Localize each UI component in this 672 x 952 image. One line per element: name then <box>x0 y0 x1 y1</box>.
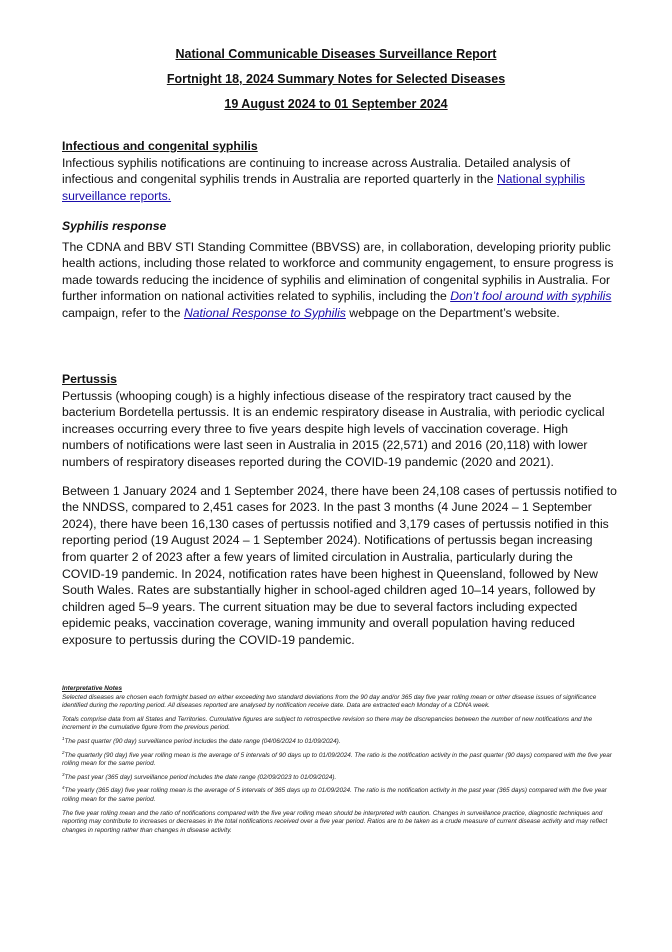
note-1-text: The past quarter (90 day) surveillance period includes the date range (04/06/2024 to 01/09/2024). <box>64 737 341 745</box>
report-title: National Communicable Diseases Surveillance Report <box>175 47 497 61</box>
note-1 <box>62 735 618 747</box>
note-4 <box>62 787 618 804</box>
note-2 <box>62 749 618 769</box>
syphilis-text: Infectious syphilis notifications are continuing to increase across Australia. Detailed analysis of infectious and congenital syphilis trends in Australia are reported quarterly in the <box>62 155 571 187</box>
note-4-text: The yearly (365 day) five year rolling mean is the average of 5 intervals of 365 days up to 01/09/2024. The ratio is the notification activity in the past year (365 days) compared with the five year rolling mean for the same period. <box>62 787 607 803</box>
national-response-link[interactable]: National Response to Syphilis <box>183 305 346 320</box>
interpretative-notes <box>62 685 618 840</box>
note-3-marker: 3 <box>62 771 65 777</box>
note-2-marker: 2 <box>62 749 65 755</box>
syphilis-reports-link[interactable]: National syphilis surveillance reports. <box>62 172 586 203</box>
syphilis-section <box>62 138 618 204</box>
note-caution: The five year rolling mean and the ratio of notifications compared with the five year rolling mean should be interpreted with caution. Changes in surveillance practice, diagnostic techniques and reporting may contribute to increases or decreases in the total notifications received over a five year period. Ratios are to be taken as a crude measure of current disease activity and may reflect changes in reporting rather than changes in disease activity. <box>62 809 608 834</box>
report-subtitle: Fortnight 18, 2024 Summary Notes for Selected Diseases <box>166 72 506 86</box>
response-text-c: webpage on the Department’s website. <box>349 305 560 320</box>
note-4-marker: 4 <box>62 785 65 791</box>
syphilis-response-paragraph <box>62 239 618 322</box>
pertussis-paragraph-1: Pertussis (whooping cough) is a highly infectious disease of the respiratory tract caused by the bacterium Bordetella pertussis. It is an endemic respiratory disease in Australia, with periodic cyclical increases occurring every three to five years despite high levels of vaccination coverage. High numbers of notifications were last seen in Australia in 2015 (22,571) and 2016 (20,118) with lower numbers of respiratory diseases reported during the COVID-19 pandemic (2020 and 2021). <box>62 388 605 469</box>
note-3-text: The past year (365 day) surveillance period includes the date range (02/09/2023 to 01/09/2024). <box>64 773 337 781</box>
note-3 <box>62 771 618 783</box>
note-selection: Selected diseases are chosen each fortnight based on either exceeding two standard deviations from the 90 day and/or 365 day five year rolling mean or other disease issues of significance identified during the reporting period. All diseases reported are analysed by notification receive date. Data are extracted each Monday of a CDNA week. <box>62 693 597 710</box>
note-1-marker: 1 <box>62 735 65 741</box>
notes-heading: Interpretative Notes <box>62 685 123 692</box>
syphilis-response-section <box>62 218 618 322</box>
response-text-b: campaign, refer to the <box>62 305 181 320</box>
pertussis-section <box>62 371 618 649</box>
syphilis-paragraph <box>62 155 618 205</box>
pertussis-paragraph-2: Between 1 January 2024 and 1 September 2024, there have been 24,108 cases of pertussis notified to the NNDSS, compared to 2,451 cases for 2023. In the past 3 months (4 June 2024 – 1 September 2024), there have been 16,130 cases of pertussis notified and 3,179 cases of pertussis notified in this reporting period (19 August 2024 – 1 September 2024). Notifications of pertussis began increasing from quarter 2 of 2023 after a few years of limited circulation in Australia, particularly during the COVID-19 pandemic. In 2024, notification rates have been highest in Queensland, followed by New South Wales. Rates are substantially higher in school-aged children aged 10–14 years, followed by children aged 5–9 years. The current situation may be due to several factors including expected epidemic peaks, vaccination coverage, waning immunity and overall population having reduced exposure to pertussis during the COVID-19 pandemic. <box>62 483 617 647</box>
note-totals: Totals comprise data from all States and Territories. Cumulative figures are subject to retrospective revision so there may be discrepancies between the number of new notifications and the increment in the cumulative figure from the previous period. <box>62 715 593 732</box>
note-2-text: The quarterly (90 day) five year rolling mean is the average of 5 intervals of 90 days up to 01/09/2024. The ratio is the notification activity in the past quarter (90 days) compared with the five year rolling mean for the same period. <box>62 751 612 768</box>
report-date-range: 19 August 2024 to 01 September 2024 <box>224 97 448 111</box>
pertussis-heading: Pertussis <box>62 372 117 386</box>
response-text-a: The CDNA and BBV STI Standing Committee (BBVSS) are, in collaboration, developing priority public health actions, including those related to workforce and community engagement, to ensure progress is made towards reducing the incidence of syphilis and elimination of congenital syphilis in Australia. For further information on national activities related to syphilis, including the <box>62 239 614 304</box>
syphilis-heading: Infectious and congenital syphilis <box>62 139 258 153</box>
campaign-link[interactable]: Don’t fool around with syphilis <box>450 289 612 304</box>
syphilis-response-heading: Syphilis response <box>62 219 167 233</box>
